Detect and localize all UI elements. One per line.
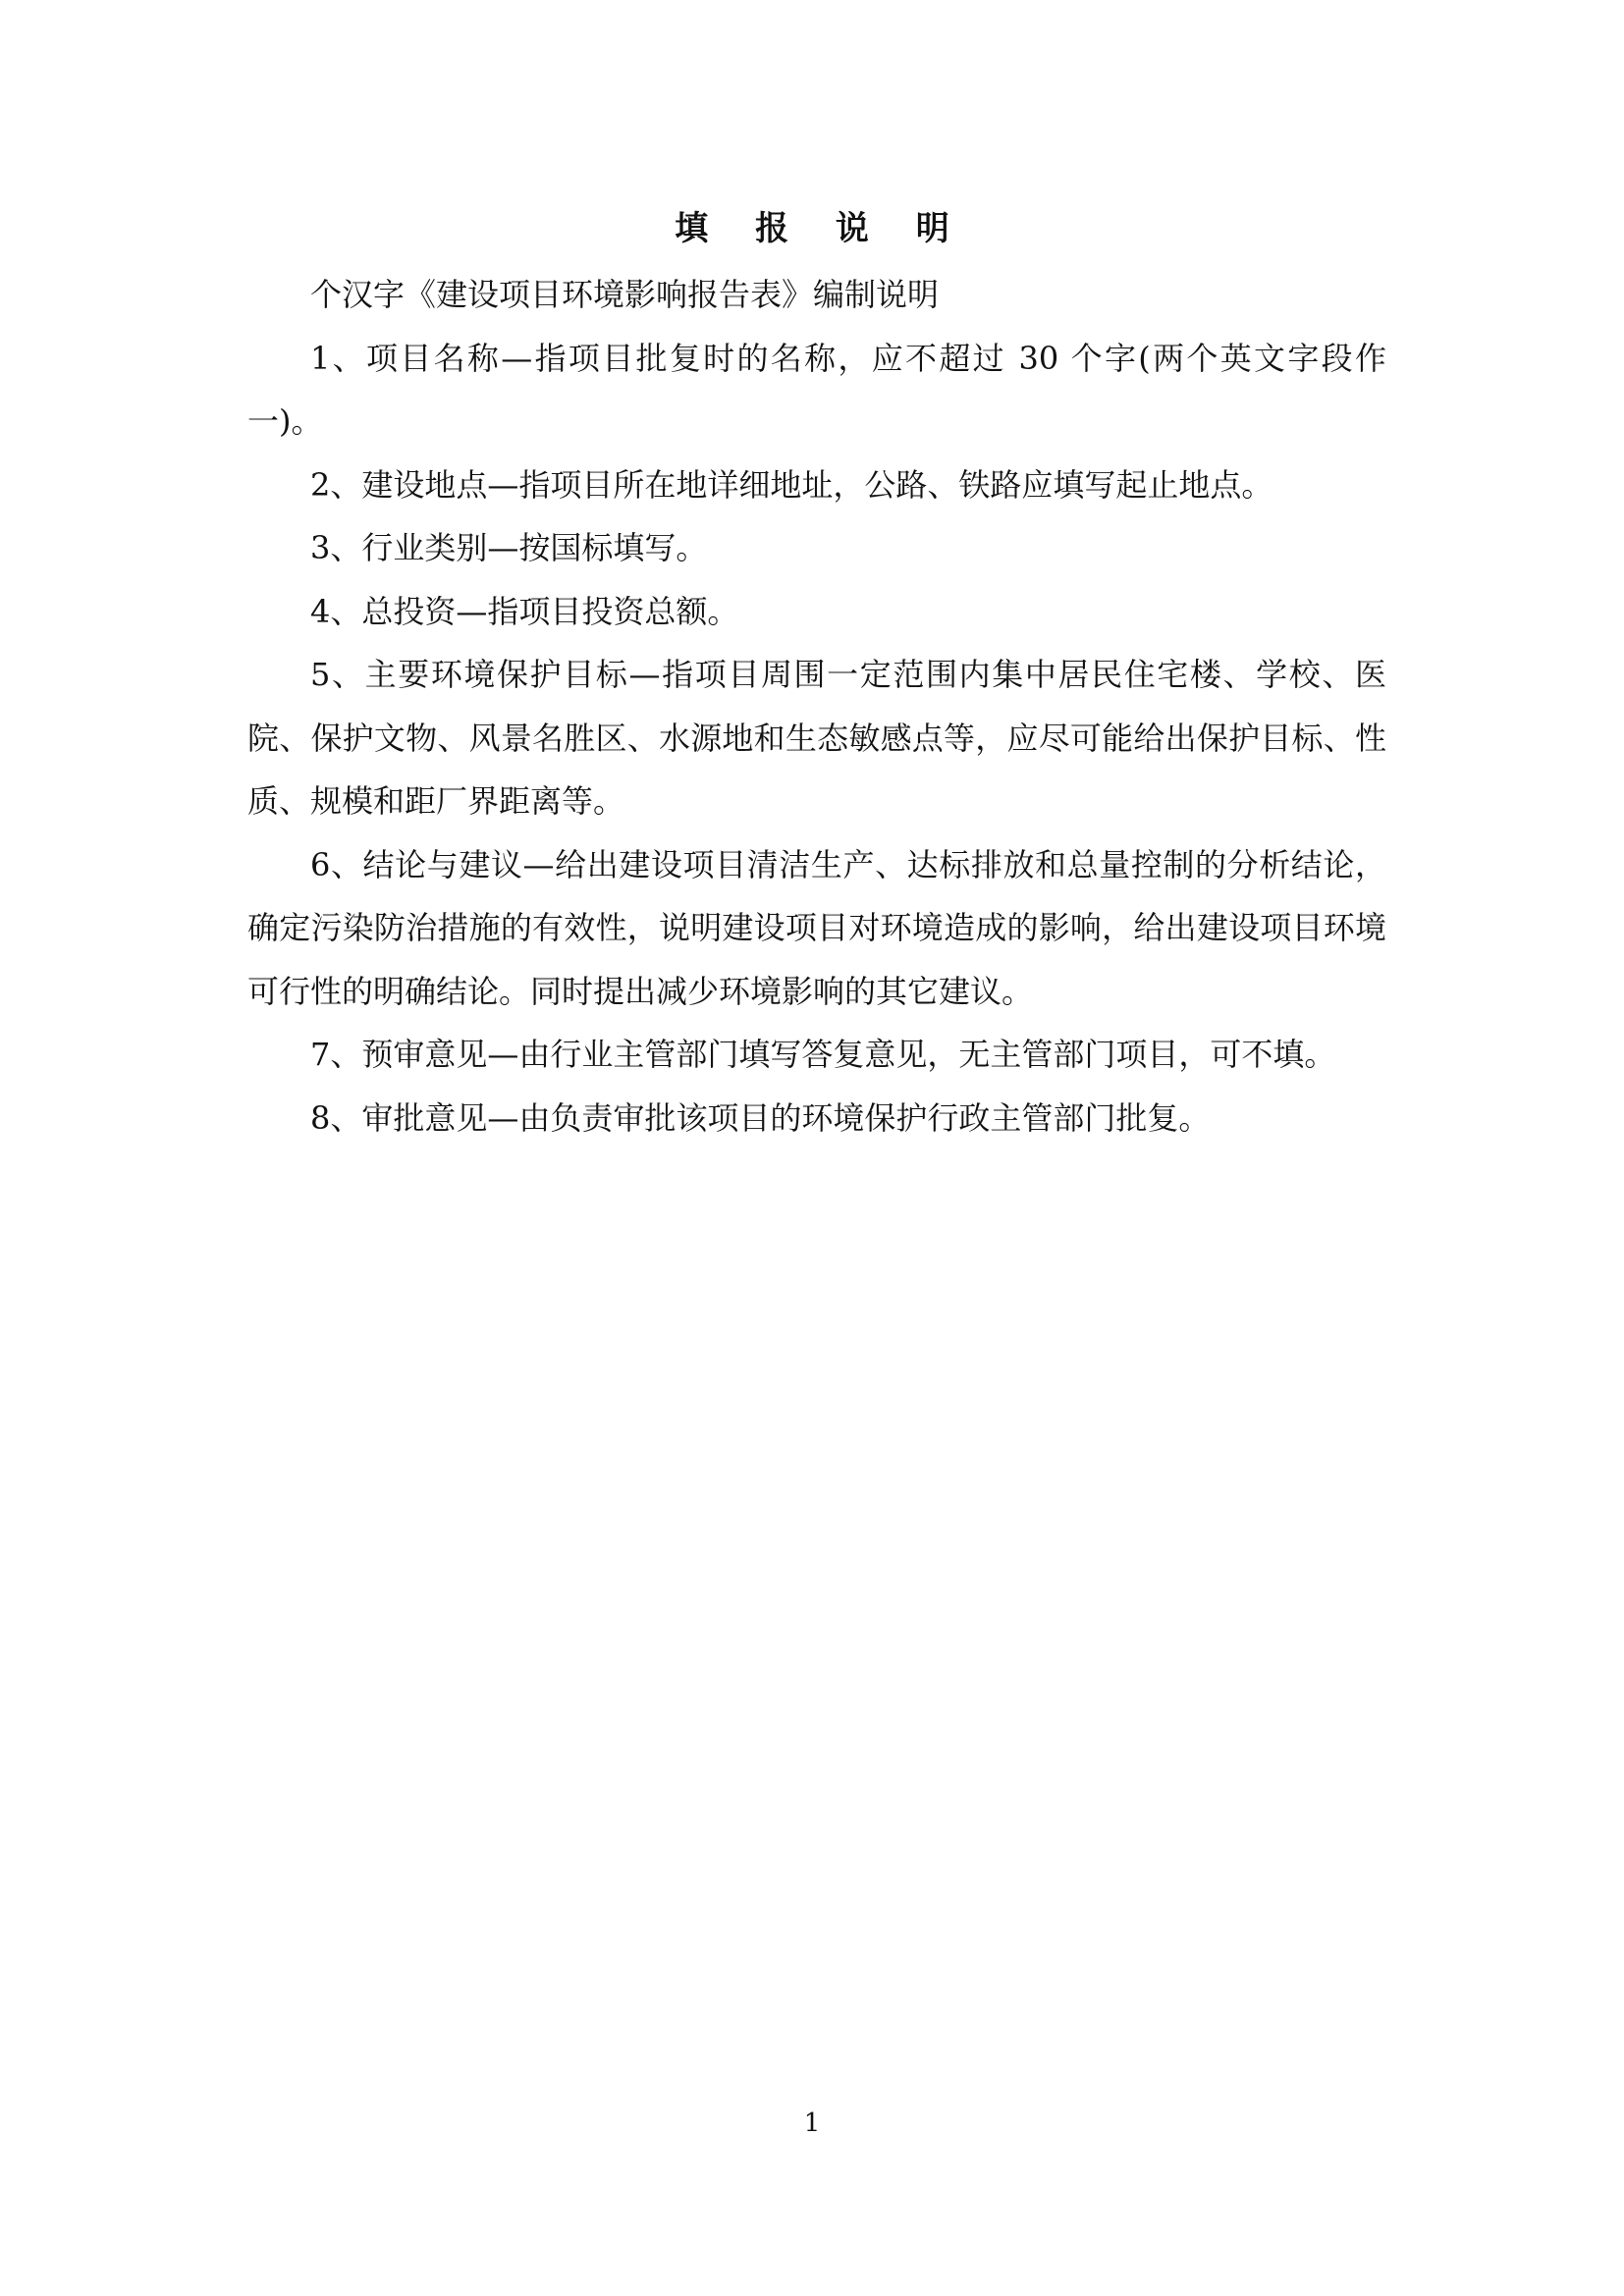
page-number: 1 xyxy=(803,2109,821,2138)
instruction-item-3: 3、行业类别—按国标填写。 xyxy=(310,529,708,566)
page-title: 填 报 说 明 xyxy=(675,209,967,248)
instruction-item-2: 2、建设地点—指项目所在地详细地址，公路、铁路应填写起止地点。 xyxy=(310,465,1273,504)
instruction-item-1: 1、项目名称—指项目批复时的名称，应不超过 30 个字(两个英文字段作一)。 xyxy=(247,339,1386,440)
instruction-item-6: 6、结论与建议—给出建设项目清洁生产、达标排放和总量控制的分析结论，确定污染防治措施的有效性，说明建设项目对环境造成的影响，给出建设项目环境可行性的明确结论。同时提出减少环境影响的其它建议。 xyxy=(247,845,1386,1010)
instructions-body xyxy=(247,263,1386,1149)
document-subtitle: 个汉字《建设项目环境影响报告表》编制说明 xyxy=(310,276,940,313)
instruction-item-8: 8、审批意见—由负责审批该项目的环境保护行政主管部门批复。 xyxy=(310,1098,1211,1137)
instruction-item-4: 4、总投资—指项目投资总额。 xyxy=(310,592,739,630)
instruction-item-5: 5、主要环境保护目标—指项目周围一定范围内集中居民住宅楼、学校、医院、保护文物、风景名胜区、水源地和生态敏感点等，应尽可能给出保护目标、性质、规模和距厂界距离等。 xyxy=(247,656,1386,820)
instruction-item-7: 7、预审意见—由行业主管部门填写答复意见，无主管部门项目，可不填。 xyxy=(310,1036,1336,1073)
